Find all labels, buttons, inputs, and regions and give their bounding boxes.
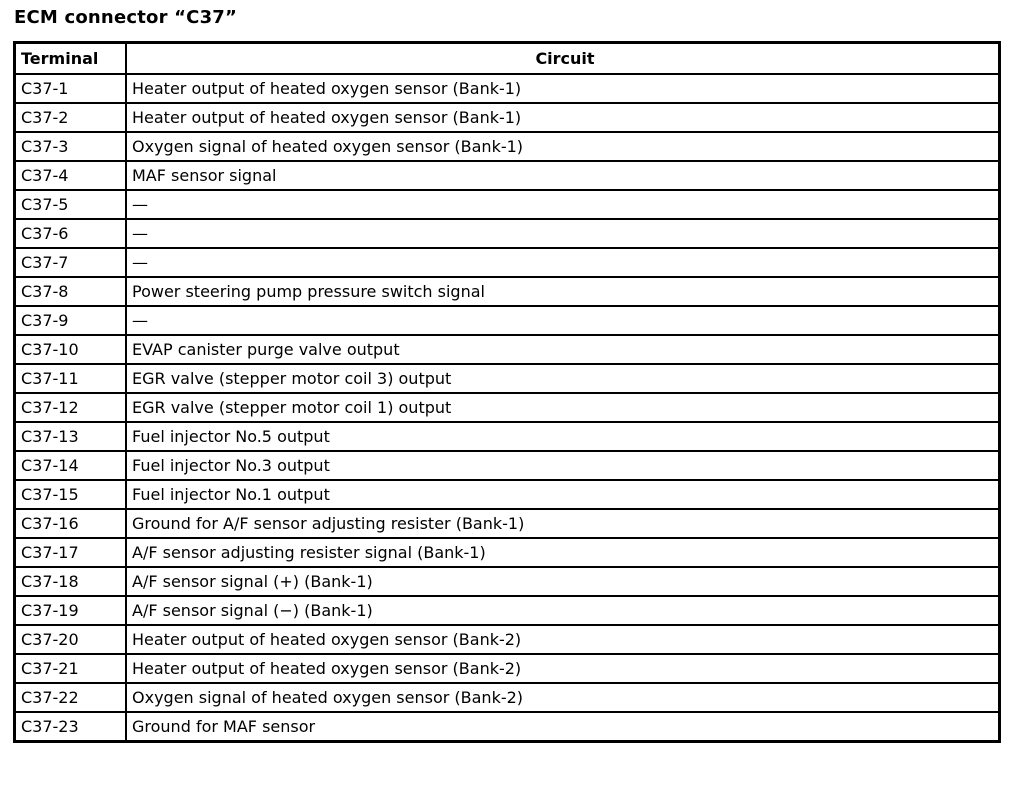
table-row <box>16 422 998 451</box>
table-row <box>16 103 998 132</box>
terminal-cell: C37-11 <box>16 364 126 393</box>
terminal-cell: C37-18 <box>16 567 126 596</box>
terminal-cell: C37-21 <box>16 654 126 683</box>
table-row <box>16 451 998 480</box>
header-circuit: Circuit <box>126 44 998 74</box>
terminal-cell: C37-2 <box>16 103 126 132</box>
table-body <box>16 74 998 740</box>
table-row <box>16 132 998 161</box>
table-row <box>16 161 998 190</box>
table-row <box>16 654 998 683</box>
terminal-cell: C37-13 <box>16 422 126 451</box>
terminal-cell: C37-23 <box>16 712 126 740</box>
terminal-cell: C37-19 <box>16 596 126 625</box>
terminal-cell: C37-10 <box>16 335 126 364</box>
terminal-cell: C37-14 <box>16 451 126 480</box>
table-row <box>16 248 998 277</box>
terminal-cell: C37-20 <box>16 625 126 654</box>
table-row <box>16 596 998 625</box>
circuit-cell: EGR valve (stepper motor coil 1) output <box>126 393 998 422</box>
terminal-cell: C37-4 <box>16 161 126 190</box>
circuit-cell: — <box>126 190 998 219</box>
table-row <box>16 538 998 567</box>
table-row <box>16 364 998 393</box>
table-row <box>16 712 998 740</box>
circuit-cell: Heater output of heated oxygen sensor (Bank-2) <box>126 654 998 683</box>
terminal-cell: C37-6 <box>16 219 126 248</box>
circuit-cell: EVAP canister purge valve output <box>126 335 998 364</box>
header-terminal: Terminal <box>16 44 126 74</box>
circuit-cell: Oxygen signal of heated oxygen sensor (Bank-2) <box>126 683 998 712</box>
terminal-cell: C37-22 <box>16 683 126 712</box>
circuit-cell: Heater output of heated oxygen sensor (Bank-1) <box>126 103 998 132</box>
table-row <box>16 480 998 509</box>
terminal-cell: C37-17 <box>16 538 126 567</box>
table-row <box>16 335 998 364</box>
terminal-cell: C37-9 <box>16 306 126 335</box>
table-row <box>16 190 998 219</box>
page-title: ECM connector “C37” <box>14 7 238 28</box>
table-row <box>16 219 998 248</box>
terminal-cell: C37-12 <box>16 393 126 422</box>
terminal-cell: C37-16 <box>16 509 126 538</box>
table-row <box>16 625 998 654</box>
circuit-cell: Fuel injector No.1 output <box>126 480 998 509</box>
circuit-cell: EGR valve (stepper motor coil 3) output <box>126 364 998 393</box>
table-row <box>16 509 998 538</box>
table-row <box>16 277 998 306</box>
circuit-cell: — <box>126 306 998 335</box>
terminal-cell: C37-8 <box>16 277 126 306</box>
terminal-cell: C37-5 <box>16 190 126 219</box>
terminal-cell: C37-15 <box>16 480 126 509</box>
terminal-cell: C37-3 <box>16 132 126 161</box>
connector-table <box>13 41 1001 743</box>
circuit-cell: — <box>126 248 998 277</box>
circuit-cell: A/F sensor signal (−) (Bank-1) <box>126 596 998 625</box>
circuit-cell: Heater output of heated oxygen sensor (Bank-1) <box>126 74 998 103</box>
terminal-cell: C37-1 <box>16 74 126 103</box>
terminal-cell: C37-7 <box>16 248 126 277</box>
table-header-row <box>16 44 998 74</box>
table-row <box>16 567 998 596</box>
terminal-circuit-table <box>16 44 998 740</box>
circuit-cell: — <box>126 219 998 248</box>
circuit-cell: Power steering pump pressure switch signal <box>126 277 998 306</box>
circuit-cell: Fuel injector No.5 output <box>126 422 998 451</box>
table-row <box>16 74 998 103</box>
table-row <box>16 393 998 422</box>
table-row <box>16 306 998 335</box>
circuit-cell: A/F sensor signal (+) (Bank-1) <box>126 567 998 596</box>
circuit-cell: Oxygen signal of heated oxygen sensor (Bank-1) <box>126 132 998 161</box>
circuit-cell: Ground for MAF sensor <box>126 712 998 740</box>
table-row <box>16 683 998 712</box>
circuit-cell: Ground for A/F sensor adjusting resister (Bank-1) <box>126 509 998 538</box>
circuit-cell: A/F sensor adjusting resister signal (Bank-1) <box>126 538 998 567</box>
circuit-cell: MAF sensor signal <box>126 161 998 190</box>
circuit-cell: Fuel injector No.3 output <box>126 451 998 480</box>
circuit-cell: Heater output of heated oxygen sensor (Bank-2) <box>126 625 998 654</box>
